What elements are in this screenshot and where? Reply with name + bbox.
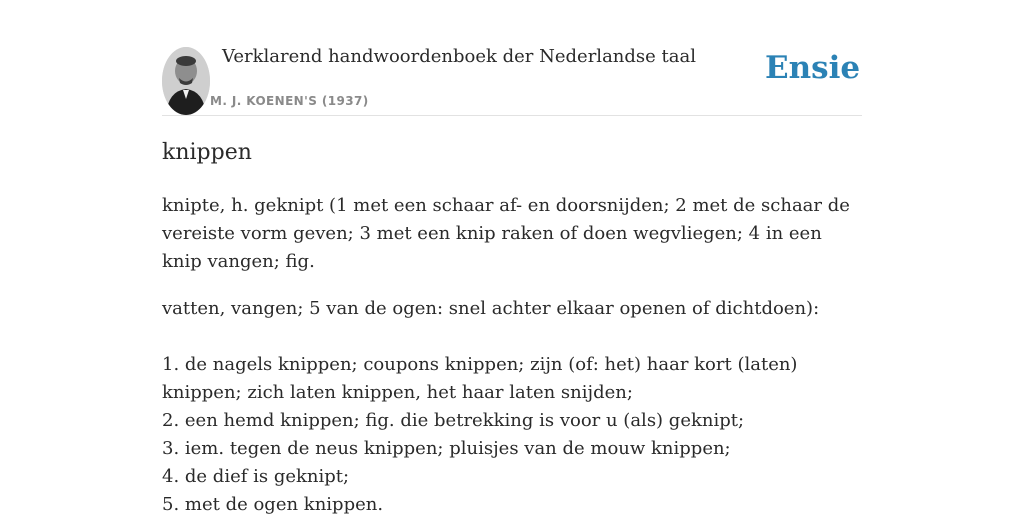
author-portrait (162, 47, 210, 115)
header-divider (162, 115, 862, 116)
example-line: 3. iem. tegen de neus knippen; pluisjes van de mouw knippen; (162, 438, 731, 459)
book-subtitle: M. J. KOENEN'S (1937) (210, 94, 369, 108)
portrait-photo-icon (162, 47, 210, 115)
example-line: 4. de dief is geknipt; (162, 466, 350, 487)
example-line: 1. de nagels knippen; coupons knippen; zijn (of: het) haar kort (laten) knippen; zich laten knippen, het haar laten snijden; (162, 354, 798, 403)
entry-examples (162, 351, 862, 519)
example-line: 5. met de ogen knippen. (162, 494, 384, 515)
entry-content (162, 192, 862, 519)
entry-paragraph: vatten, vangen; 5 van de ogen: snel achter elkaar openen of dichtdoen): (162, 298, 820, 319)
ensie-logo-link[interactable]: Ensie (765, 50, 861, 86)
entry-headword: knippen (162, 140, 252, 165)
example-line: 2. een hemd knippen; fig. die betrekking is voor u (als) geknipt; (162, 410, 745, 431)
book-title: Verklarend handwoordenboek der Nederlandse taal (222, 46, 696, 67)
entry-paragraph: knipte, h. geknipt (1 met een schaar af- en doorsnijden; 2 met de schaar de vereiste vorm geven; 3 met een knip raken of doen wegvliegen; 4 in een knip vangen; fig. (162, 195, 850, 272)
